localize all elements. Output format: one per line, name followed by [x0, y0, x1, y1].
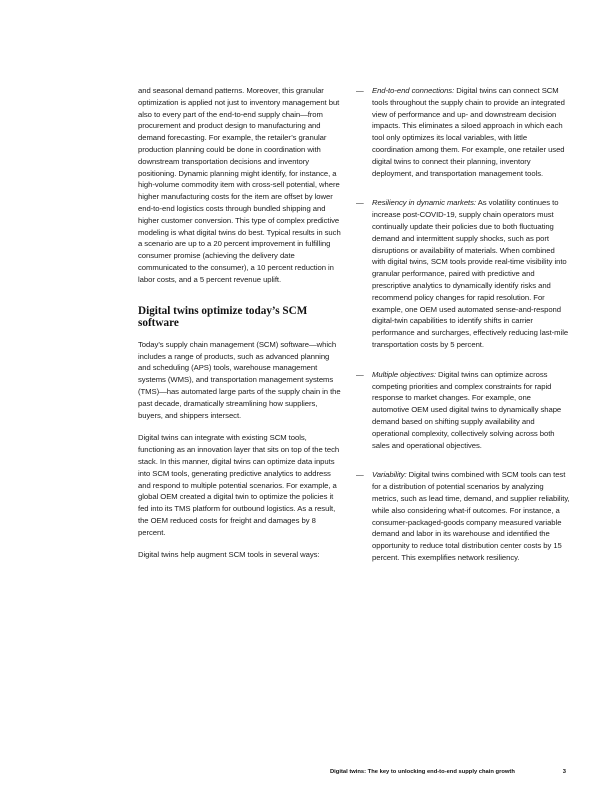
bullet-multiple-objectives — [356, 369, 570, 452]
paragraph-seasonal-demand: and seasonal demand patterns. Moreover, this granular optimization is applied not just to inventory management but also to every part of the end-to-end supply chain—from procurement and product design to manufacturing and demand forecasting. For example, the retailer’s granular production planning could be done in coordination with downstream transportation decisions and inventory positioning. Dynamic planning might identify, for instance, a high-volume commodity item with cross-sell potential, where higher manufacturing costs for the item are offset by lower end-to-end logistics costs through bundled shipping and higher customer conversion. This type of complex predictive modeling is what digital twins do best. Typical results in such a scenario are up to a 20 percent improvement in fulfilling consumer promise (achieving the delivery date communicated to the consumer), a 10 percent reduction in labor costs, and a 5 percent revenue uplift. — [138, 86, 341, 284]
page-footer — [330, 768, 570, 776]
bullet-text: Digital twins combined with SCM tools can test for a distribution of potential scenarios by analyzing metrics, such as lead time, demand, and supplier reliability, while also considering what-if outcomes. For instance, a consumer-packaged-goods company measured variable demand and labor in its warehouse and identified the opportunity to reduce total distribution center costs by 15 percent. This exemplifies network resiliency. — [372, 470, 570, 562]
dash-marker: — — [356, 470, 364, 480]
paragraph-integration: Digital twins can integrate with existing SCM tools, functioning as an innovation layer that sits on top of the tech stack. In this manner, digital twins can optimize data inputs into SCM tools, generating predictive analytics to address and respond to multiple potential scenarios. For example, a global OEM created a digital twin to optimize the policies it fed into its TMS platform for outbound logistics. As a result, the OEM reduced costs for freight and damages by 8 percent. — [138, 433, 340, 537]
page-number: 3 — [562, 769, 566, 775]
bullet-lead: End-to-end connections: — [372, 86, 455, 95]
bullet-lead: Multiple objectives: — [372, 369, 436, 379]
bullet-text: Digital twins can connect SCM tools throughout the supply chain to provide an integrated view of performance and up- and downstream decision impacts. This eliminates a siloed approach in which each tool only optimizes its local variables, with little coordination among them. For example, one retailer used digital twins to connect their planning, inventory deployment, and transportation management tools. — [372, 86, 565, 178]
right-column — [356, 85, 570, 582]
dash-marker: — — [356, 86, 364, 95]
bullet-lead: Variability: — [372, 470, 407, 480]
bullet-text: Digital twins can optimize across competing priorities and complex constraints for rapid response to market changes. For example, one automotive OEM used digital twins to dynamically shape demand based on shifting supply availability and operational complexity, collectively solving across both sales and operational objectives. — [372, 369, 562, 450]
footer-title: Digital twins: The key to unlocking end-to-end supply chain growth — [330, 769, 515, 775]
paragraph-augment-intro: Digital twins help augment SCM tools in several ways: — [138, 550, 320, 560]
paragraph-scm-software: Today’s supply chain management (SCM) software—which includes a range of products, such as advanced planning and scheduling (APS) tools, warehouse management systems (WMS), and transportation management systems (TMS)—has automated large parts of the supply chain in the past decade, dramatically streamlining how suppliers, buyers, and shippers intersect. — [138, 339, 341, 420]
bullet-resiliency — [356, 197, 570, 350]
dash-marker: — — [356, 198, 364, 208]
dash-marker: — — [356, 369, 364, 379]
bullet-text: As volatility continues to increase post-COVID-19, supply chain operators must continually update their policies due to both fluctuating demand and intermittent supply shocks, such as port disruptions or availability of materials. When combined with digital twins, SCM tools provide real-time visibility into granular performance, paired with predictive and prescriptive analytics to dynamically identify risks and recommend policy changes for rapid resolution. For example, one OEM used automated sense-and-respond digital-twin capabilities to identify shifts in carrier performance and surcharges, effectively reducing last-mile transportation costs by 5 percent. — [372, 198, 569, 349]
bullet-lead: Resiliency in dynamic markets: — [372, 198, 477, 208]
bullet-variability — [356, 469, 570, 563]
bullet-end-to-end-connections — [356, 85, 570, 179]
section-heading: Digital twins optimize today’s SCM software — [138, 304, 308, 330]
left-column — [138, 85, 344, 572]
